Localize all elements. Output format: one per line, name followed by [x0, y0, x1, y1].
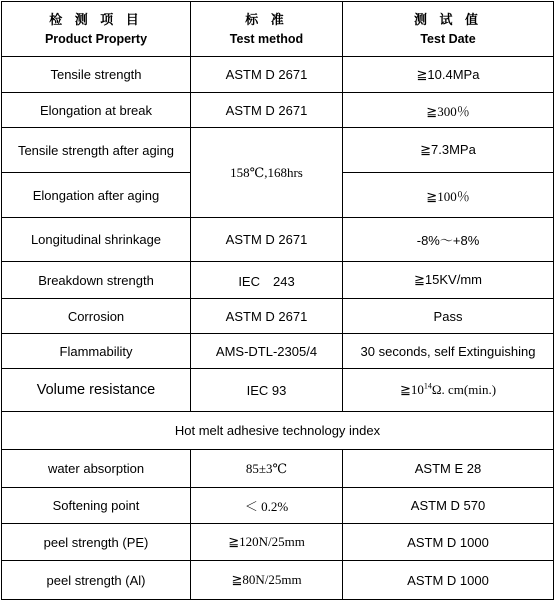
method-cell: ASTM D 570	[343, 488, 554, 524]
table-row	[2, 128, 554, 173]
value-cell: ≧15KV/mm	[343, 262, 554, 299]
standard-cell: ≧120N/25mm	[191, 524, 343, 561]
value-cell: Pass	[343, 299, 554, 334]
standard-cell: 85±3℃	[191, 450, 343, 488]
table-row	[2, 450, 554, 488]
value-exponent: 14	[423, 381, 432, 391]
header-method	[191, 2, 343, 57]
method-cell: ASTM D 1000	[343, 524, 554, 561]
property-cell: Breakdown strength	[2, 262, 191, 299]
property-cell: Corrosion	[2, 299, 191, 334]
table-row	[2, 57, 554, 93]
property-cell: Tensile strength	[2, 57, 191, 93]
value-cell: ≧7.3MPa	[343, 128, 554, 173]
header-row	[2, 2, 554, 57]
property-cell: water absorption	[2, 450, 191, 488]
table-row	[2, 369, 554, 412]
table-row	[2, 262, 554, 299]
table-row	[2, 524, 554, 561]
method-cell: 158℃,168hrs	[191, 128, 343, 218]
property-cell: Elongation after aging	[2, 173, 191, 218]
value-cell: 30 seconds, self Extinguishing	[343, 334, 554, 369]
property-cell: Elongation at break	[2, 93, 191, 128]
method-cell: ASTM D 2671	[191, 57, 343, 93]
method-cell: ASTM E 28	[343, 450, 554, 488]
method-cell: ASTM D 2671	[191, 299, 343, 334]
method-cell: ASTM D 2671	[191, 218, 343, 262]
method-cell: ASTM D 1000	[343, 561, 554, 600]
table-row	[2, 488, 554, 524]
table-row	[2, 218, 554, 262]
value-prefix: ≧10	[399, 382, 424, 397]
value-cell: ≧300％	[343, 93, 554, 128]
header-method-zh: 标 准	[245, 12, 288, 28]
property-cell: Longitudinal shrinkage	[2, 218, 191, 262]
property-cell: Flammability	[2, 334, 191, 369]
standard-cell: ≧80N/25mm	[191, 561, 343, 600]
table-row	[2, 93, 554, 128]
property-cell: peel strength (PE)	[2, 524, 191, 561]
table-row	[2, 334, 554, 369]
property-cell: Volume resistance	[2, 369, 191, 412]
section-title: Hot melt adhesive technology index	[2, 412, 554, 450]
value-suffix: Ω. cm(min.)	[431, 382, 497, 397]
header-property-zh: 检 测 项 目	[49, 12, 143, 28]
section-row	[2, 412, 554, 450]
header-method-en: Test method	[229, 31, 304, 46]
property-cell: Softening point	[2, 488, 191, 524]
value-cell: ≧100％	[343, 173, 554, 218]
table-row	[2, 299, 554, 334]
property-table	[1, 1, 554, 600]
header-data-en: Test Date	[420, 31, 476, 46]
value-cell	[343, 369, 554, 412]
header-property	[2, 2, 191, 57]
method-cell: ASTM D 2671	[191, 93, 343, 128]
header-property-en: Product Property	[44, 31, 148, 46]
method-cell: IEC 243	[191, 262, 343, 299]
value-cell: -8%～+8%	[343, 218, 554, 262]
method-cell: AMS-DTL-2305/4	[191, 334, 343, 369]
method-cell: IEC 93	[191, 369, 343, 412]
header-data-zh: 测 试 值	[413, 12, 483, 28]
table-row	[2, 561, 554, 600]
value-cell: ≧10.4MPa	[343, 57, 554, 93]
property-cell: Tensile strength after aging	[2, 128, 191, 173]
standard-cell: ＜ 0.2%	[191, 488, 343, 524]
header-data	[343, 2, 554, 57]
property-cell: peel strength (Al)	[2, 561, 191, 600]
